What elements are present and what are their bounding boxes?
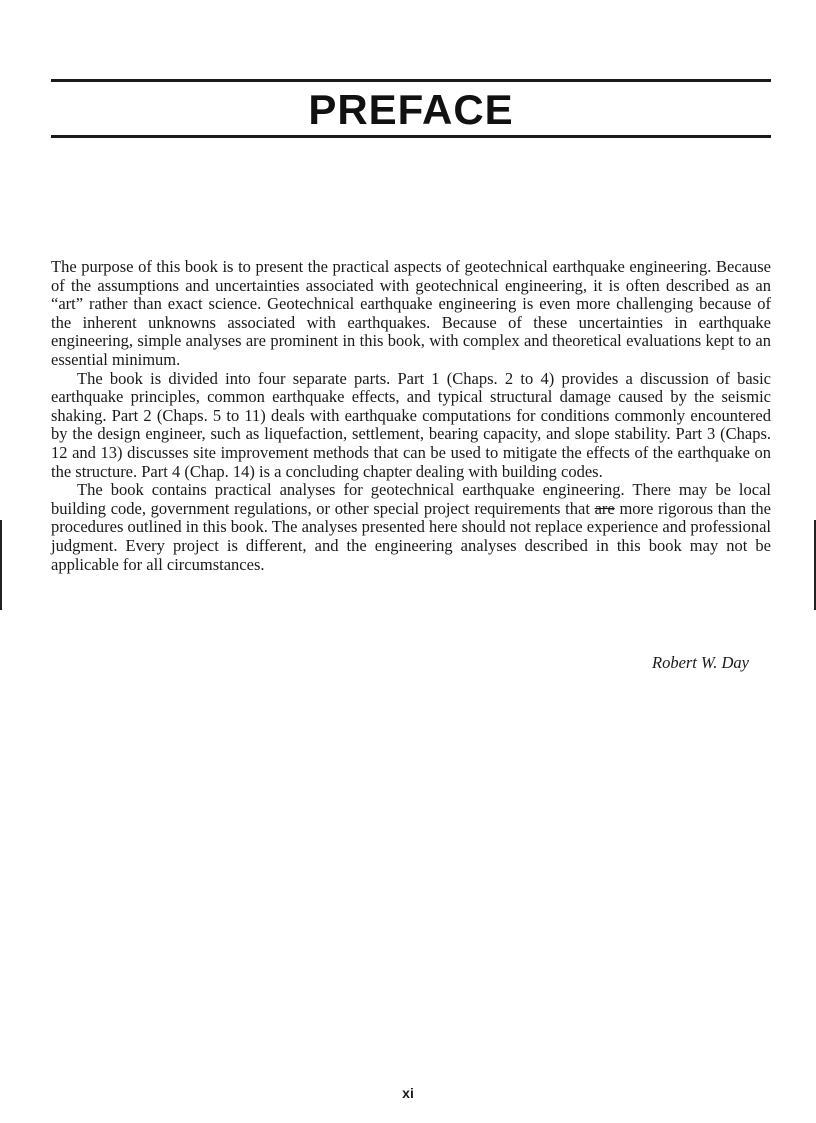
paragraph-3-part-b: more rigorous than the procedures outlined in this book. The analyses presented here should not replace experience and professional judgment. Every project is different, and the engineering analyses described in this book may not be applicable for all circumstances. [51, 498, 772, 574]
page-number: xi [402, 1085, 414, 1101]
left-margin-mark [0, 520, 2, 610]
paragraph-3-part-a: The book contains practical analyses for geotechnical earthquake engineering. There may be local building code, government regulations, or other special project requirements that [51, 480, 771, 518]
page-title: PREFACE [308, 86, 514, 133]
paragraph-2: The book is divided into four separate parts. Part 1 (Chaps. 2 to 4) provides a discussion of basic earthquake principles, common earthquake effects, and typical structural damage caused by the seismic shaking. Part 2 (Chaps. 5 to 11) deals with earthquake computations for conditions commonly encountered by the design engineer, such as liquefaction, settlement, bearing capacity, and slope stability. Part 3 (Chaps. 12 and 13) discusses site improvement methods that can be used to mitigate the effects of the earthquake on the structure. Part 4 (Chap. 14) is a concluding chapter dealing with building codes. [51, 368, 771, 481]
paragraph-1: The purpose of this book is to present the practical aspects of geotechnical earthquake engineering. Because of the assumptions and uncertainties associated with geotechnical engineering, it is often described as an “art” rather than exact science. Geotechnical earthquake engineering is even more challenging because of the inherent unknowns associated with earthquakes. Because of these uncertainties in earthquake engineering, simple analyses are prominent in this book, with complex and theoretical evaluations kept to an essential minimum. [51, 257, 771, 369]
top-rule [51, 79, 771, 82]
preface-body [51, 258, 771, 574]
struck-word: are [594, 498, 615, 518]
paragraph-3 [51, 481, 771, 574]
bottom-rule [51, 135, 771, 138]
author-signature: Robert W. Day [651, 653, 749, 672]
